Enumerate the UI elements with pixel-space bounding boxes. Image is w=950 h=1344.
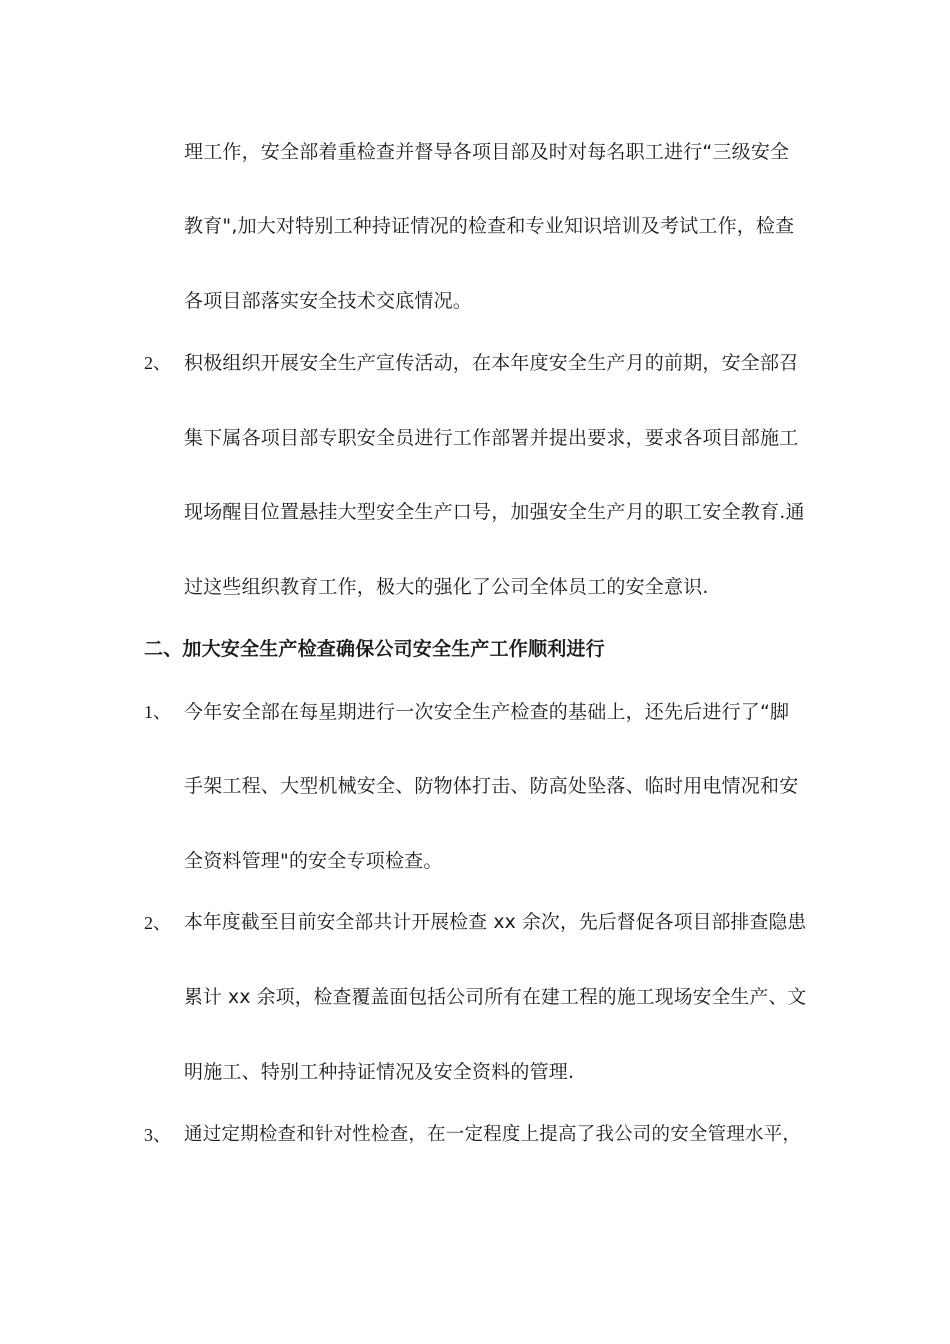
paragraph-line: 现场醒目位置悬挂大型安全生产口号，加强安全生产月的职工安全教育.通 — [184, 501, 805, 523]
section-heading: 二、加大安全生产检查确保公司安全生产工作顺利进行 — [144, 638, 605, 660]
paragraph-line: 本年度截至目前安全部共计开展检查 xx 余次，先后督促各项目部排查隐患 — [184, 912, 807, 933]
paragraph-line: 各项目部落实安全技术交底情况。 — [184, 290, 473, 312]
paragraph-line: 理工作，安全部着重检查并督导各项目部及时对每名职工进行“三级安全 — [184, 141, 790, 163]
paragraph-line: 积极组织开展安全生产宣传活动，在本年度安全生产月的前期，安全部召 — [184, 352, 799, 374]
paragraph-line: 手架工程、大型机械安全、防物体打击、防高处坠落、临时用电情况和安 — [184, 775, 799, 797]
list-item-number: 3、 — [144, 1125, 171, 1145]
paragraph-line: 今年安全部在每星期进行一次安全生产检查的基础上，还先后进行了“脚 — [184, 701, 790, 723]
paragraph-line: 通过定期检查和针对性检查，在一定程度上提高了我公司的安全管理水平， — [184, 1124, 802, 1145]
list-item-number: 1、 — [144, 702, 171, 722]
paragraph-line: 全资料管理"的安全专项检查。 — [184, 850, 443, 872]
paragraph-line: 集下属各项目部专职安全员进行工作部署并提出要求，要求各项目部施工 — [184, 427, 799, 449]
list-item-number: 2、 — [144, 913, 171, 933]
paragraph-line: 教育",加大对特别工种持证情况的检查和专业知识培训及考试工作，检查 — [184, 215, 795, 237]
paragraph-line: 累计 xx 余项，检查覆盖面包括公司所有在建工程的施工现场安全生产、文 — [184, 987, 807, 1008]
list-item-number: 2、 — [144, 353, 171, 373]
paragraph-line: 明施工、特别工种持证情况及安全资料的管理. — [184, 1061, 575, 1083]
paragraph-line: 过这些组织教育工作，极大的强化了公司全体员工的安全意识. — [184, 576, 709, 598]
